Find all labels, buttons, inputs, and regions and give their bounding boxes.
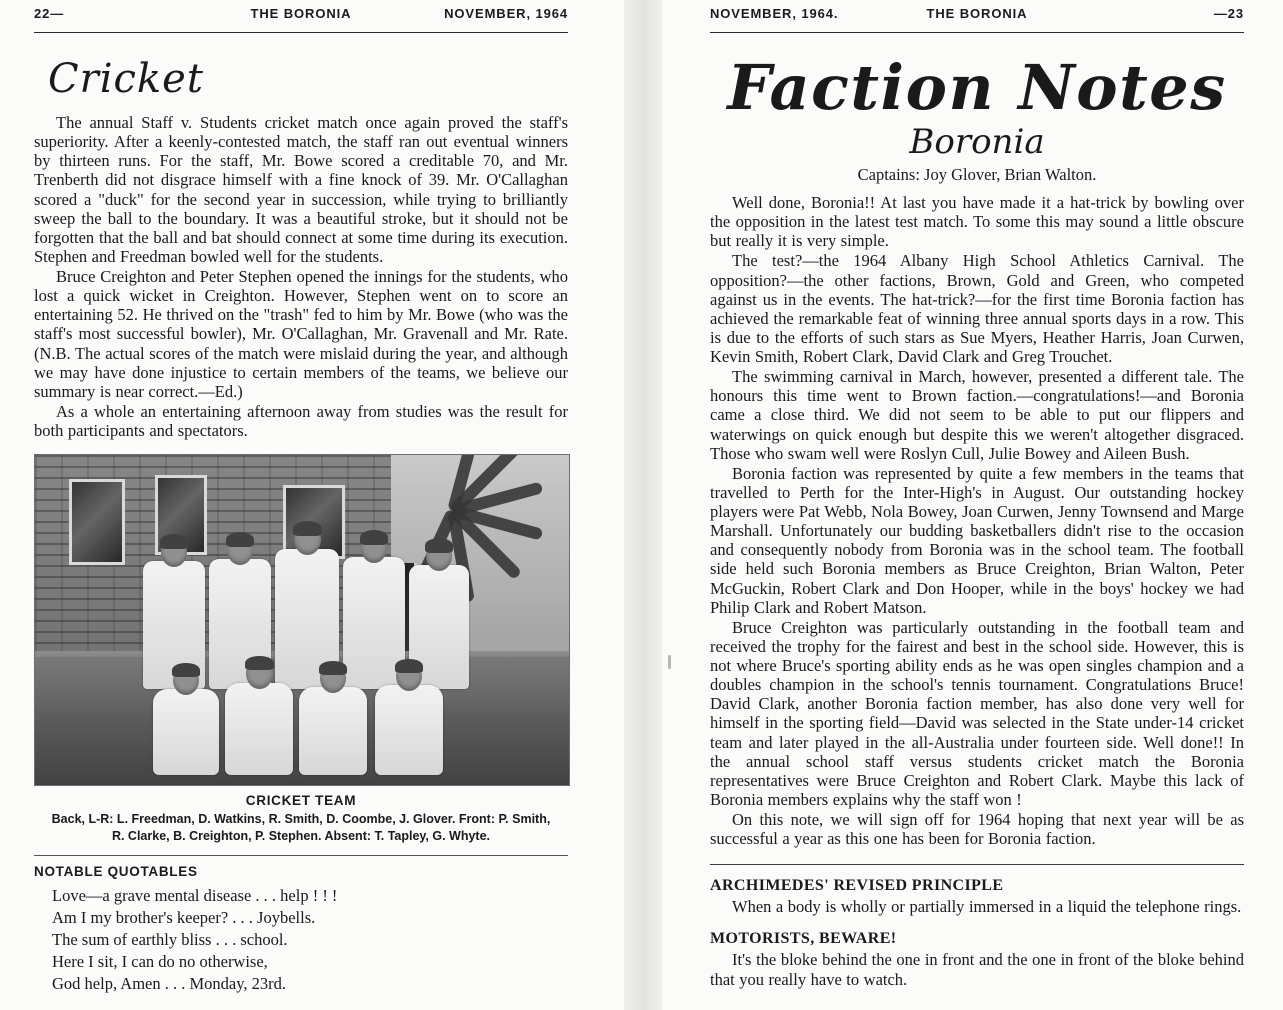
article-title-faction-notes: Faction Notes xyxy=(727,51,1227,124)
cricket-paragraph-2: Bruce Creighton and Peter Stephen opened the innings for the students, who lost a quick wicket in Creighton. However, Stephen went on to score an entertaining 52. He thrived on the "trash" fed to him by Mr. Bowe (who was the staff's most successful bowler), Mr. O'Callaghan, Mr. Gravenall and Mr. Rate. (N.B. The actual scores of the match were mislaid during the year, and although we may have done injustice to certain members of the teams, we believe our summary is near correct.—Ed.) xyxy=(34,267,568,401)
cricket-paragraph-3: As a whole an entertaining afternoon away from studies was the result for both participants and spectators. xyxy=(34,401,568,440)
filler-heading-motorists: MOTORISTS, BEWARE! xyxy=(710,930,897,948)
boronia-paragraph-4: Boronia faction was represented by quite a few members in the teams that travelled to Perth for the Inter-High's in August. Our outstanding hockey players were Pat Webb, Nola Bowey, Joan Curwen, Jenny Townsend and Marge Marshall. Unfortunately our budding basketballers didn't rise to the occasion and consequently nobody from Boronia was in the school team. The football side held such Boronia members as Bruce Creighton, Brian Walton, Peter McGuckin, Robert Clark and Don Hooper, while in the boys' hockey we had Philip Clark and Robert Matson. xyxy=(710,463,1244,617)
quotables-divider xyxy=(34,855,568,856)
faction-captains: Captains: Joy Glover, Brian Walton. xyxy=(857,165,1097,184)
list-item: Am I my brother's keeper? . . . Joybells. xyxy=(52,907,316,927)
photo-caption-title: CRICKET TEAM xyxy=(245,793,357,809)
filler-text-motorists: It's the bloke behind the one in front and the one in front of the bloke behind that you really have to watch. xyxy=(710,950,1244,989)
right-header-title: THE BORONIA xyxy=(926,6,1028,21)
notable-quotables-heading: NOTABLE QUOTABLES xyxy=(34,863,198,879)
cricket-paragraph-1: The annual Staff v. Students cricket match once again proved the staff's superiority. After a keenly-contested match, the staff ran out eventual winners by thirteen runs. For the staff, Mr. Bowe scored a creditable 70, and Mr. Trenberth did not disgrace himself with a fine knock of 39. Mr. O'Callaghan scored a "duck" for the second year in succession, while trying to brilliantly sweep the ball to the boundary. It was a beautiful stroke, but it should not be forgotten that the ball and bat should connect at some time during its execution. Stephen and Freedman bowled well for the students. xyxy=(34,113,568,266)
list-item: Here I sit, I can do no otherwise, xyxy=(52,951,268,971)
filler-divider xyxy=(710,864,1244,865)
right-folio: —23 xyxy=(1213,6,1244,21)
boronia-paragraph-6: On this note, we will sign off for 1964 hoping that next year will be as successful a year as this one has been for Boronia faction. xyxy=(710,810,1244,849)
boronia-paragraph-2: The test?—the 1964 Albany High School Athletics Carnival. The opposition?—the other factions, Brown, Gold and Green, who competed against us in the events. The hat-trick?—for the first time Boronia faction has achieved the remarkable feat of winning three annual sports days in a row. This is due to the efforts of such stars as Sue Myers, Heather Harris, Joan Curwen, Kevin Smith, Robert Clark, David Clark and Greg Trouchet. xyxy=(710,251,1244,366)
left-folio: 22— xyxy=(34,6,65,21)
left-header-title: THE BORONIA xyxy=(250,6,352,21)
cricket-team-photo-block xyxy=(34,454,568,845)
photo-caption-line-2: R. Clarke, B. Creighton, P. Stephen. Absent: T. Tapley, G. Whyte. xyxy=(111,829,491,843)
cricket-team-photo xyxy=(34,454,570,786)
left-running-head xyxy=(34,0,568,30)
page-gutter-shadow xyxy=(624,0,662,1010)
boronia-paragraph-3: The swimming carnival in March, however, presented a different tale. The honours this time went to Brown faction.—congratulations!—and Boronia came a close third. We did not seem to be able to put our flippers and waterwings on quick enough but despite this we weren't altogether disgraced. Those who swam well were Roslyn Cull, Julie Bowey and Aileen Bush. xyxy=(710,367,1244,463)
article-title-cricket: Cricket xyxy=(48,56,204,102)
right-running-head xyxy=(710,0,1244,30)
list-item: The sum of earthly bliss . . . school. xyxy=(52,929,288,949)
photo-window xyxy=(69,479,125,565)
left-header-rule xyxy=(34,32,568,33)
list-item: Love—a grave mental disease . . . help ! ! ! xyxy=(52,885,338,905)
faction-name-boronia: Boronia xyxy=(909,122,1045,162)
left-header-date: NOVEMBER, 1964 xyxy=(444,6,568,21)
photo-caption-line-1: Back, L-R: L. Freedman, D. Watkins, R. Smith, D. Coombe, J. Glover. Front: P. Smith, xyxy=(51,812,551,827)
filler-text-archimedes: When a body is wholly or partially immersed in a liquid the telephone rings. xyxy=(732,897,1242,917)
notable-quotables-list xyxy=(34,885,568,995)
right-header-rule xyxy=(710,32,1244,33)
boronia-paragraph-5: Bruce Creighton was particularly outstanding in the football team and received the trophy for the fairest and best in the school side. However, this is not where Bruce's sporting ability ends as he was open singles champion and a doubles champion in the school's tennis tournament. Congratulations Bruce! David Clark, another Boronia faction member, has also done very well for himself in the sporting field—David was selected in the State under-14 cricket team and later played in the all-Australia under fourteen side. Well done!! In the annual school staff versus students cricket match the Boronia representatives were Bruce Creighton and Robert Clark. Maybe this lack of Boronia members explains why the staff won ! xyxy=(710,617,1244,809)
boronia-paragraph-1: Well done, Boronia!! At last you have made it a hat-trick by bowling over the opposition in the latest test match. To some this may sound a little obscure but really it is very simple. xyxy=(710,193,1244,251)
list-item: God help, Amen . . . Monday, 23rd. xyxy=(52,973,287,993)
right-header-date: NOVEMBER, 1964. xyxy=(710,6,839,21)
right-page xyxy=(662,0,1283,1010)
filler-heading-archimedes: ARCHIMEDES' REVISED PRINCIPLE xyxy=(710,877,1004,895)
left-page xyxy=(0,0,624,1010)
